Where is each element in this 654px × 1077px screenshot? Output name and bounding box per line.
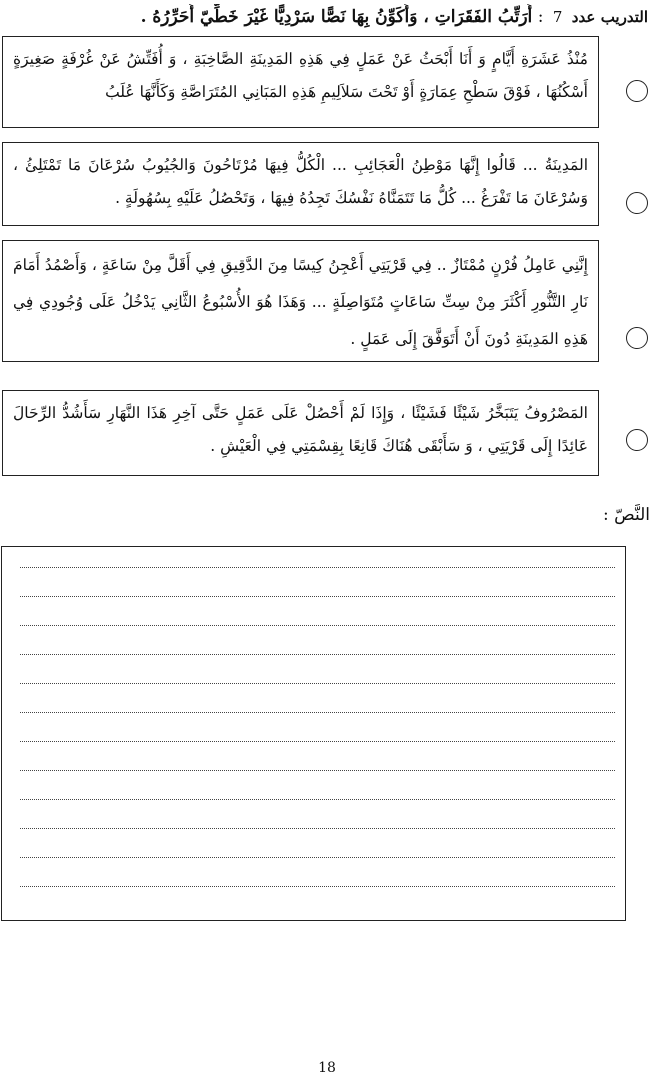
header-separator: : bbox=[537, 7, 544, 27]
answer-line[interactable] bbox=[20, 567, 615, 568]
answer-writing-area[interactable] bbox=[1, 546, 626, 921]
paragraph-box-1 bbox=[2, 36, 599, 128]
order-circle-4[interactable] bbox=[626, 429, 648, 451]
paragraph-text: إِنَّنِي عَامِلُ فُرْنٍ مُمْتَازٌ .. فِي قَرْيَتِي أَعْجِنُ كِيسًا مِنَ الدَّقِيقِ فِي أَقَلَّ مِنْ سَاعَةٍ ، وَأَصْمُدُ أَمَامَ نَارِ التَّنُّورِ أَكْثَرَ مِنْ سِتِّ سَاعَاتٍ مُتَوَاصِلَةٍ ... وَهَذَا هُوَ الأُسْبُوعُ الثَّانِي يَدْخُلُ عَلَى وُجُودِي فِي هَذِهِ المَدِينَةِ دُونَ أَنْ أَتَوَفَّقَ إِلَى عَمَلٍ . bbox=[13, 256, 588, 348]
paragraph-box-4 bbox=[2, 390, 599, 476]
exercise-label: التدريب bbox=[600, 8, 648, 26]
exercise-number: 7 bbox=[552, 8, 563, 26]
paragraph-text: مُنْذُ عَشَرَةِ أَيَّامٍ وَ أَنَا أَبْحَثُ عَنْ عَمَلٍ فِي هَذِهِ المَدِينَةِ الصَّاخِبَةِ ، وَ أُفَتِّشُ عَنْ غُرْفَةٍ صَغِيرَةٍ أَسْكُنُهَا ، فَوْقَ سَطْحِ عِمَارَةٍ أَوْ تَحْتَ سَلاَلِيمِ هَذِهِ المَبَانِي المُتَرَاصَّةِ وَكَأَنَّهَا عُلَبُ bbox=[13, 50, 588, 101]
answer-line[interactable] bbox=[20, 654, 615, 655]
exercise-instruction: أُرَتِّبُ الفَقَرَاتِ ، وَأُكَوِّنُ بِهَا نَصًّا سَرْدِيًّا غَيْرَ خَطِّيّ أُحَرِّرُهُ . bbox=[140, 7, 533, 27]
paragraph-text: المَدِينَةُ ... قَالُوا إِنَّهَا مَوْطِنُ الْعَجَائِبِ ... الْكُلُّ فِيهَا مُرْتَاحُونَ وَالجُيُوبُ سُرْعَانَ مَا تَمْتَلِئُ ، وَسُرْعَانَ مَا تَفْرَغُ ... كُلُّ مَا تَتَمَنَّاهُ نَفْسُكَ تَجِدُهُ فِيهَا ، وَتَحْصُلُ عَلَيْهِ بِسُهُولَةٍ . bbox=[13, 156, 588, 207]
answer-line[interactable] bbox=[20, 625, 615, 626]
order-circle-3[interactable] bbox=[626, 327, 648, 349]
paragraph-box-3 bbox=[2, 240, 599, 362]
order-circle-1[interactable] bbox=[626, 80, 648, 102]
answer-line[interactable] bbox=[20, 770, 615, 771]
text-label: النَّصّ : bbox=[603, 505, 650, 525]
page-number: 18 bbox=[318, 1060, 336, 1076]
answer-line[interactable] bbox=[20, 828, 615, 829]
answer-line[interactable] bbox=[20, 712, 615, 713]
exercise-header bbox=[8, 4, 648, 30]
paragraph-box-2 bbox=[2, 142, 599, 226]
paragraph-text: المَصْرُوفُ يَتَبَخَّرُ شَيْئًا فَشَيْئًا ، وَإِذَا لَمْ أَحْصُلْ عَلَى عَمَلٍ حَتَّى آخِرِ هَذَا النَّهَارِ سَأَشُدُّ الرِّحَالَ عَائِدًا إِلَى قَرْيَتِي ، وَ سَأَبْقَى هُنَاكَ قَانِعًا بِقِسْمَتِي فِي الْعَيْشِ . bbox=[13, 404, 588, 455]
answer-line[interactable] bbox=[20, 683, 615, 684]
answer-line[interactable] bbox=[20, 596, 615, 597]
answer-line[interactable] bbox=[20, 886, 615, 887]
answer-line[interactable] bbox=[20, 799, 615, 800]
exercise-number-label: عدد bbox=[571, 8, 596, 26]
answer-line[interactable] bbox=[20, 741, 615, 742]
answer-line[interactable] bbox=[20, 857, 615, 858]
order-circle-2[interactable] bbox=[626, 192, 648, 214]
